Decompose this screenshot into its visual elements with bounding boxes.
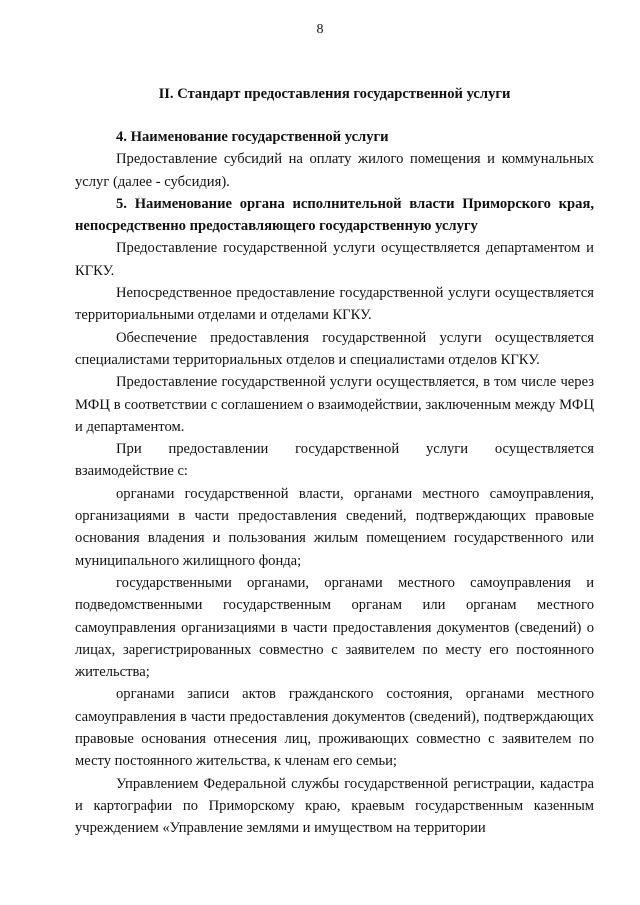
document-body [75, 126, 594, 840]
section-title: II. Стандарт предоставления государственной услуги [158, 86, 511, 102]
paragraph: Предоставление государственной услуги осуществляется, в том числе через МФЦ в соответствии с соглашением о взаимодействии, заключенным между МФЦ и департаментом. [75, 374, 594, 435]
subsection-heading-5: 5. Наименование органа исполнительной власти Приморского края, непосредственно предоставляющего государственную услугу [75, 195, 594, 235]
list-item: органами государственной власти, органами местного самоуправления, организациями в части предоставления сведений, подтверждающих правовые основания владения и пользования жилым помещением государственного или муниципального жилищного фонда; [75, 485, 594, 569]
page-number: 8 [316, 22, 324, 37]
list-item: органами записи актов гражданского состояния, органами местного самоуправления в части предоставления документов (сведений), подтверждающих правовые основания отнесения лиц, проживающих совместно с заявителем по месту постоянного жительства, к членам его семьи; [75, 686, 594, 770]
paragraph: Непосредственное предоставление государственной услуги осуществляется территориальными отделами и отделами КГКУ. [75, 285, 594, 324]
list-item: Управлением Федеральной службы государственной регистрации, кадастра и картографии по Приморскому краю, краевым государственным казенным учреждением «Управление землями и имуществом на территории [75, 775, 594, 837]
subsection-heading-4: 4. Наименование государственной услуги [116, 129, 389, 145]
paragraph: Предоставление государственной услуги осуществляется департаментом и КГКУ. [75, 240, 594, 279]
list-item: государственными органами, органами местного самоуправления и подведомственными государственным органам или органам местного самоуправления организациями в части предоставления документов (сведений) о лицах, зарегистрированных совместно с заявителем по месту его постоянного жительства; [75, 574, 594, 681]
paragraph: При предоставлении государственной услуги осуществляется взаимодействие с: [75, 441, 594, 480]
paragraph: Предоставление субсидий на оплату жилого помещения и коммунальных услуг (далее - субсидия). [75, 151, 594, 190]
paragraph: Обеспечение предоставления государственной услуги осуществляется специалистами территориальных отделов и специалистами отделов КГКУ. [75, 329, 594, 368]
